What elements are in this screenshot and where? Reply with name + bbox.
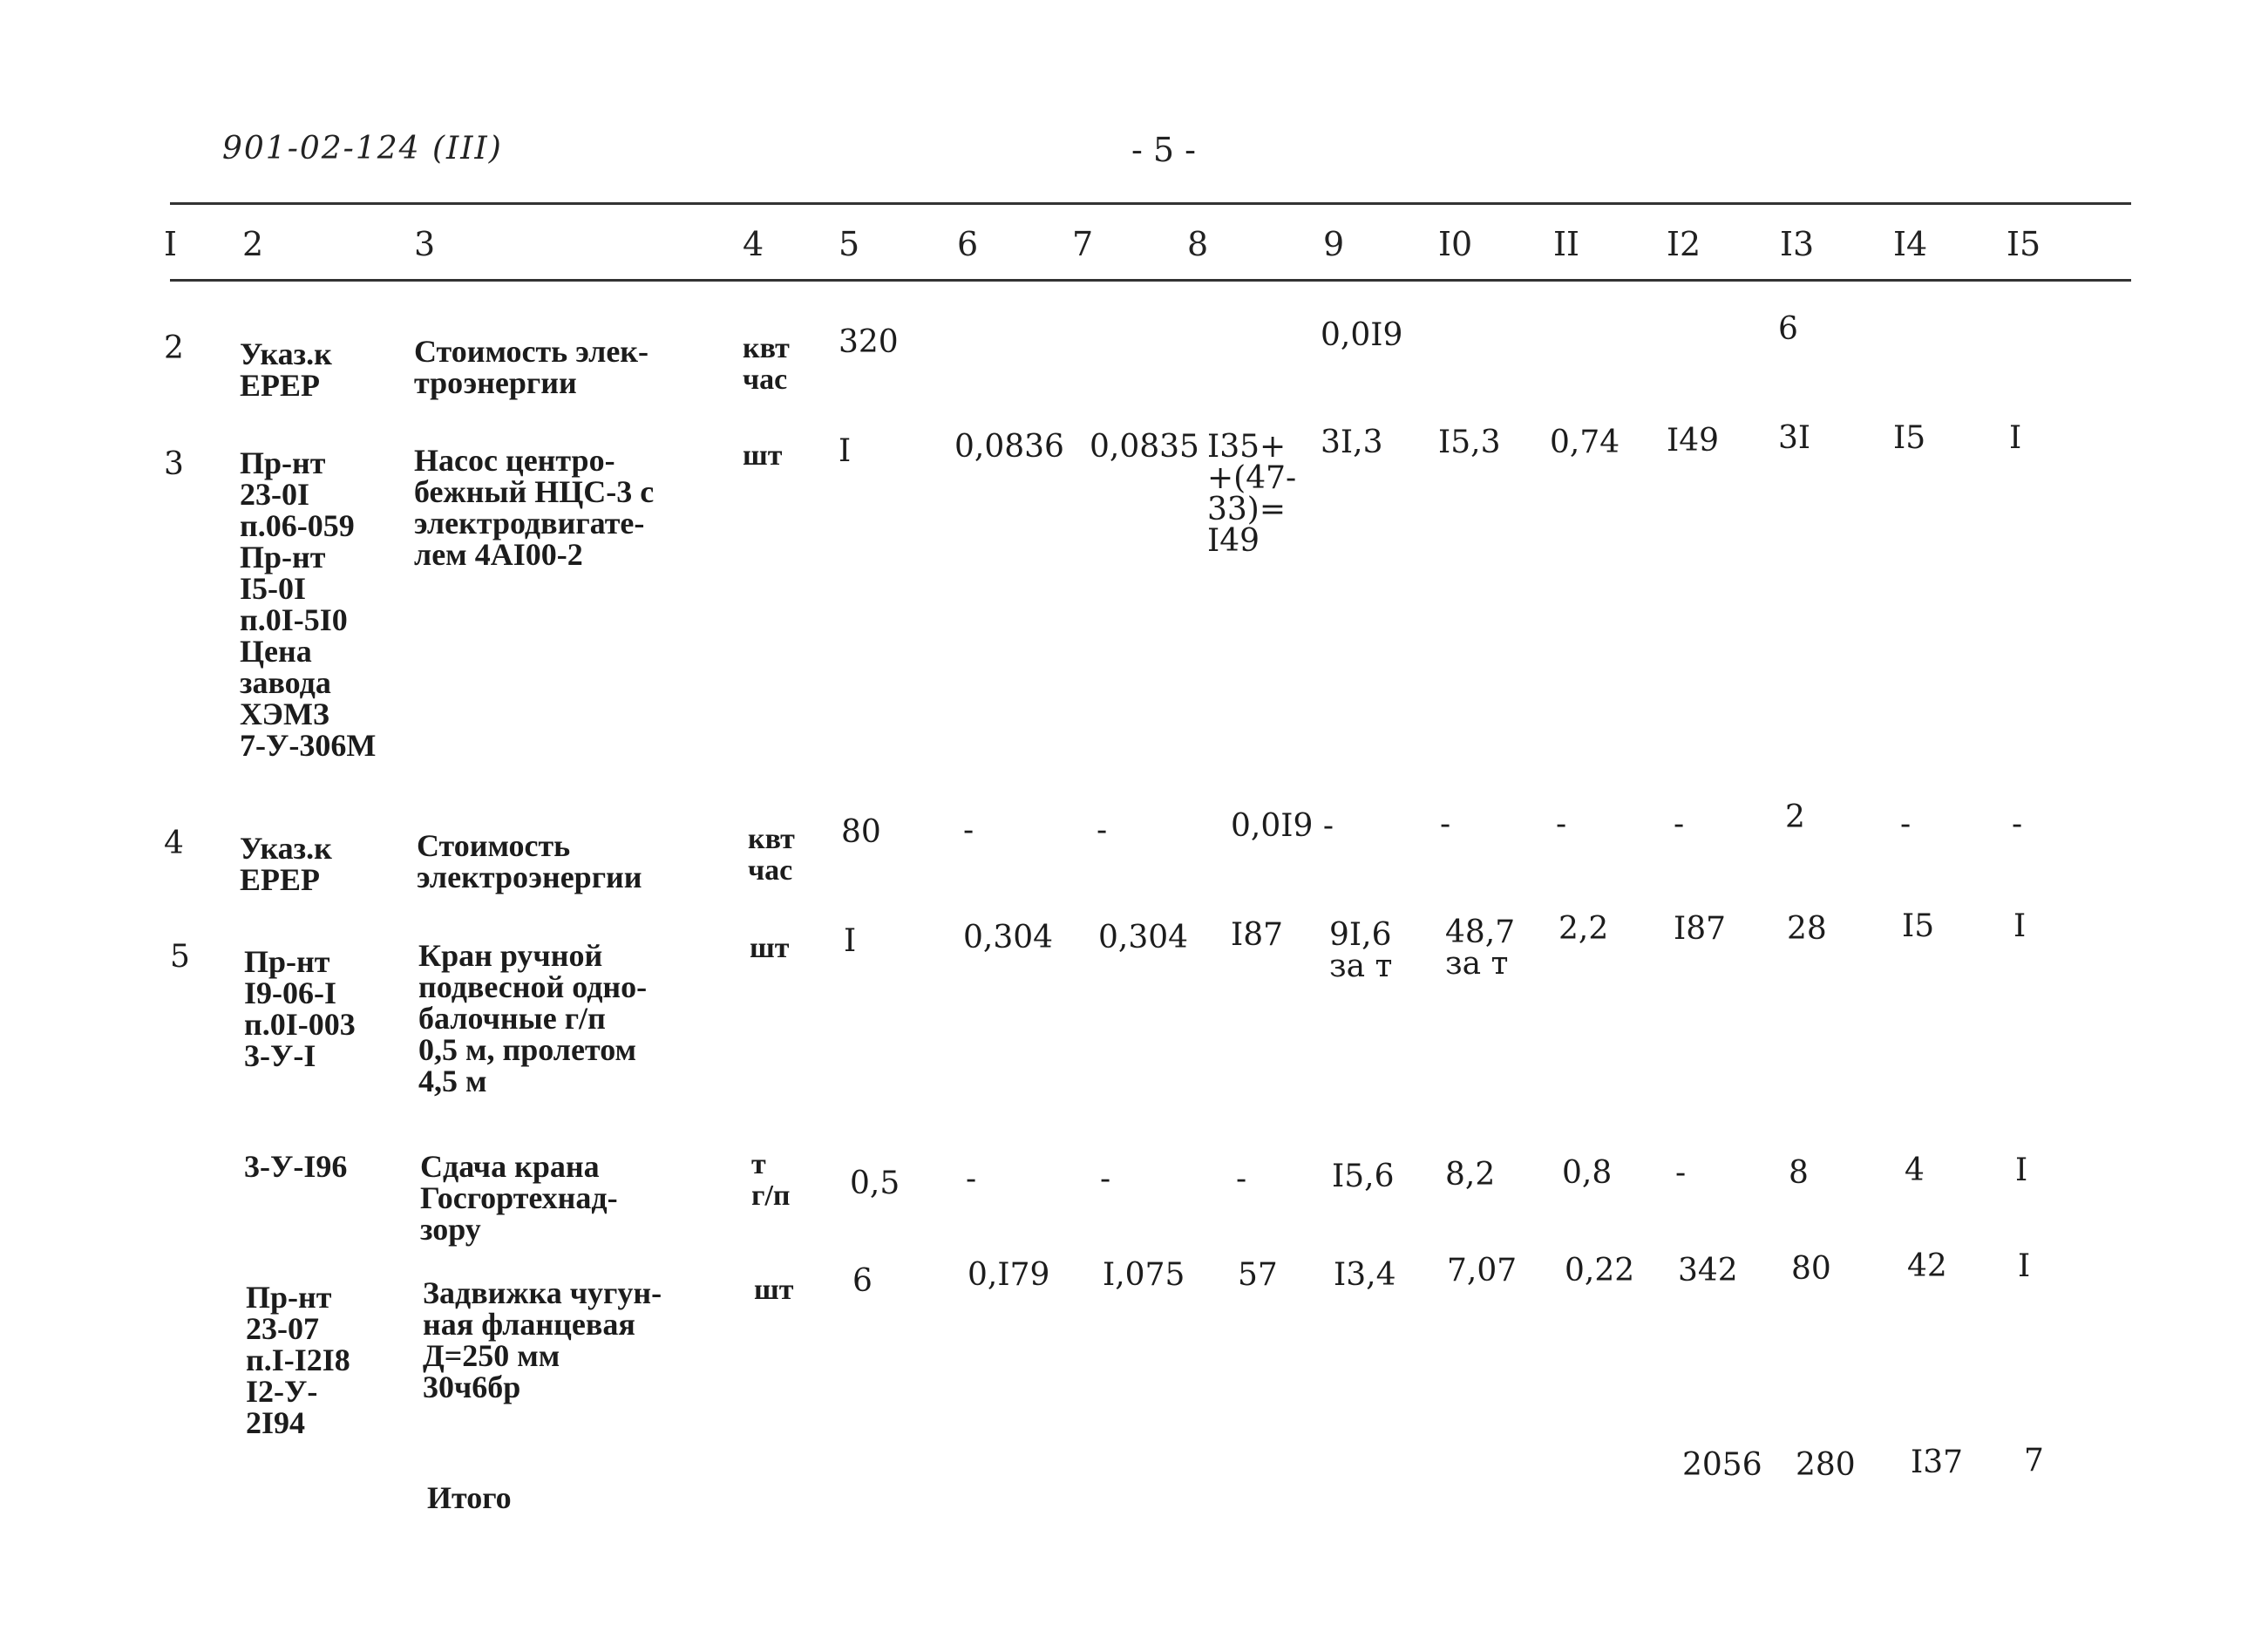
cell-col-11: 0,74 xyxy=(1550,425,1620,460)
cell-col-9: I3,4 xyxy=(1334,1257,1396,1293)
cell-col-7: - xyxy=(1100,1161,1111,1197)
cell-col-8: I87 xyxy=(1231,917,1284,953)
cell-col-6: - xyxy=(963,812,974,848)
cell-col-14: - xyxy=(1900,806,1912,842)
cell-col-13: 3I xyxy=(1778,420,1811,456)
unit-cell: квт час xyxy=(743,332,790,396)
cell-col-5: 0,5 xyxy=(850,1166,900,1201)
cell-col-5: I xyxy=(844,923,857,959)
column-header-7: 7 xyxy=(1072,225,1094,263)
reference-cell: Пр-нт 23-07 п.I-I2I8 I2-У- 2I94 xyxy=(246,1280,350,1440)
column-header-9: 9 xyxy=(1323,225,1345,263)
cell-col-9: 0,0I9 xyxy=(1321,317,1403,353)
row-number: 2 xyxy=(164,330,184,366)
cell-col-12: - xyxy=(1675,1155,1687,1191)
cell-col-5: I xyxy=(839,433,852,469)
header-top-rule xyxy=(170,202,2131,205)
cell-col-14: 4 xyxy=(1905,1152,1925,1188)
cell-col-9: I5,6 xyxy=(1332,1159,1395,1194)
unit-cell: квт час xyxy=(748,823,795,887)
column-header-8: 8 xyxy=(1187,225,1209,263)
cell-col-5: 80 xyxy=(841,814,881,850)
cell-col-6: 0,0836 xyxy=(954,429,1064,465)
page-code: 901-02-124 (III) xyxy=(222,131,503,167)
cell-col-11: 0,22 xyxy=(1565,1253,1635,1288)
cell-col-7: 0,0835 xyxy=(1090,429,1199,465)
unit-cell: шт xyxy=(743,439,783,472)
name-cell: Насос центро- бежный НЦС-3 с электродвигате- лем 4АI00-2 xyxy=(414,443,655,572)
reference-cell: 3-У-I96 xyxy=(244,1149,348,1184)
cell-col-11: - xyxy=(1556,806,1567,842)
total-col-12: 2056 xyxy=(1682,1447,1762,1483)
row-number: 5 xyxy=(170,939,190,975)
cell-col-6: - xyxy=(966,1161,977,1197)
column-header-6: 6 xyxy=(957,225,979,263)
cell-col-6: 0,304 xyxy=(963,920,1054,955)
cell-col-15: - xyxy=(2012,806,2023,842)
row-number: 4 xyxy=(164,826,184,861)
row-number: 3 xyxy=(164,446,184,482)
cell-col-10: 7,07 xyxy=(1447,1253,1518,1288)
column-header-12: I2 xyxy=(1667,225,1701,263)
cell-col-13: 2 xyxy=(1785,799,1805,835)
unit-cell: т г/п xyxy=(751,1148,791,1212)
cell-col-15: I xyxy=(2009,420,2022,456)
unit-cell: шт xyxy=(754,1274,794,1306)
cell-col-12: - xyxy=(1674,806,1685,842)
cell-col-14: 42 xyxy=(1907,1248,1947,1284)
cell-col-9: 3I,3 xyxy=(1321,425,1383,460)
cell-col-12: I49 xyxy=(1667,423,1720,459)
column-header-10: I0 xyxy=(1438,225,1473,263)
cell-col-9: 9I,6 за т xyxy=(1329,917,1393,984)
column-header-1: I xyxy=(164,225,178,263)
cell-col-5: 320 xyxy=(839,324,899,360)
cell-col-14: I5 xyxy=(1902,908,1935,944)
reference-cell: Указ.к ЕРЕР xyxy=(240,831,332,897)
column-header-4: 4 xyxy=(743,225,764,263)
total-label: Итого xyxy=(427,1480,512,1515)
cell-col-7: - xyxy=(1097,812,1108,848)
header-bottom-rule xyxy=(170,279,2131,282)
unit-cell: шт xyxy=(750,932,790,964)
column-header-15: I5 xyxy=(2007,225,2041,263)
column-header-3: 3 xyxy=(414,225,436,263)
cell-col-15: I xyxy=(2013,908,2027,944)
column-header-14: I4 xyxy=(1893,225,1928,263)
column-header-11: II xyxy=(1553,225,1580,263)
cell-col-10: - xyxy=(1440,806,1451,842)
column-header-13: I3 xyxy=(1780,225,1815,263)
cell-col-9: 0,0I9 - xyxy=(1231,808,1334,844)
reference-cell: Пр-нт I9-06-I п.0I-003 3-У-I xyxy=(244,944,356,1073)
page-number: - 5 - xyxy=(1131,131,1196,169)
name-cell: Стоимость электроэнергии xyxy=(417,828,642,894)
name-cell: Кран ручной подвесной одно- балочные г/п 0,5 м, пролетом 4,5 м xyxy=(418,938,648,1098)
cell-col-8: - xyxy=(1236,1161,1247,1197)
cell-col-13: 28 xyxy=(1787,911,1827,947)
cell-col-12: I87 xyxy=(1674,911,1727,947)
cell-col-13: 80 xyxy=(1791,1251,1831,1287)
cell-col-7: I,075 xyxy=(1103,1257,1185,1293)
name-cell: Задвижка чугун- ная фланцевая Д=250 мм 30ч6бр xyxy=(423,1275,662,1404)
cell-col-8: I35+ +(47- 33)= I49 xyxy=(1207,429,1297,559)
cell-col-11: 0,8 xyxy=(1562,1155,1613,1191)
column-header-2: 2 xyxy=(242,225,264,263)
cell-col-6: 0,I79 xyxy=(968,1257,1050,1293)
cell-col-15: I xyxy=(2018,1248,2031,1284)
cell-col-8: 57 xyxy=(1238,1257,1278,1293)
total-col-15: 7 xyxy=(2024,1443,2044,1479)
cell-col-11: 2,2 xyxy=(1558,911,1609,947)
cell-col-10: I5,3 xyxy=(1438,425,1501,460)
cell-col-7: 0,304 xyxy=(1098,920,1189,955)
cell-col-13: 8 xyxy=(1789,1155,1809,1191)
cell-col-15: I xyxy=(2015,1152,2028,1188)
cell-col-5: 6 xyxy=(852,1263,873,1299)
reference-cell: Пр-нт 23-0I п.06-059 Пр-нт I5-0I п.0I-5I0 Цена завода ХЭМЗ 7-У-306М xyxy=(240,445,377,763)
total-col-14: I37 xyxy=(1911,1445,1964,1480)
column-header-5: 5 xyxy=(839,225,860,263)
reference-cell: Указ.к ЕРЕР xyxy=(240,337,332,403)
cell-col-14: I5 xyxy=(1893,420,1926,456)
cell-col-13: 6 xyxy=(1778,311,1798,347)
name-cell: Стоимость элек- троэнергии xyxy=(414,334,649,400)
cell-col-10: 48,7 за т xyxy=(1445,914,1516,982)
name-cell: Сдача крана Госгортехнад- зору xyxy=(420,1149,618,1247)
total-col-13: 280 xyxy=(1796,1447,1856,1483)
cell-col-12: 342 xyxy=(1678,1253,1738,1288)
cell-col-10: 8,2 xyxy=(1445,1157,1496,1193)
